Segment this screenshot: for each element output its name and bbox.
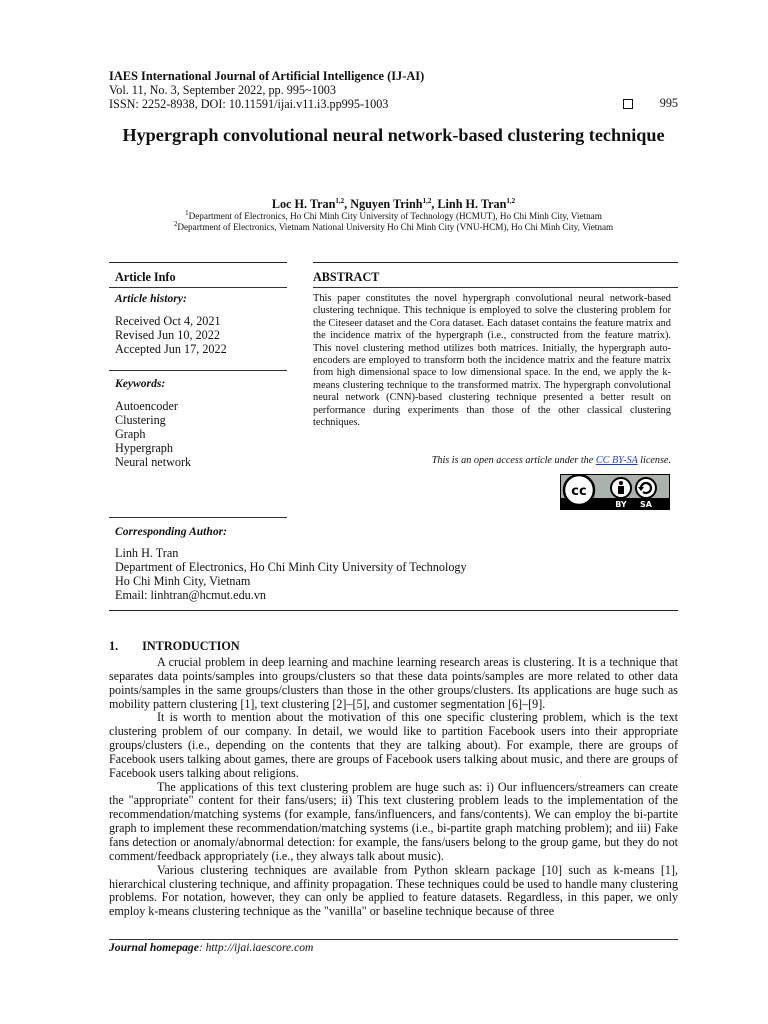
issn-doi: ISSN: 2252-8938, DOI: 10.11591/ijai.v11.i3.pp995-1003 [109, 97, 389, 111]
keyword-item: Hypergraph [115, 441, 173, 455]
affil-sup: 2 [173, 219, 178, 228]
page-number: 995 [659, 96, 678, 110]
author-affil-sup: 1,2 [335, 196, 345, 205]
journal-name: IAES International Journal of Artificial Intelligence (IJ-AI) [109, 69, 425, 83]
author-separator: , [344, 197, 351, 211]
abstract-top-rule [313, 262, 678, 263]
body-paragraph: A crucial problem in deep learning and machine learning research areas is clustering. It is a technique that separates data points/samples into groups/clusters so that these data points/samples are more related to other data points/samples in the same groups/clusters than those in the other groups/clusters. Its applications are huge such as mobility pattern clustering [1], text clustering [2]–[5], and customer segmentation [6]–[9]. [109, 655, 678, 711]
history-heading: Article history: [115, 292, 187, 305]
body-paragraph: The applications of this text clustering problem are huge such as: i) Our influencers/streamers can create the "appropriate" content for their fans/users; ii) This text clustering problem leads to the implementation of the recommendation/matching systems (for example, fans/influencers, and fans/contents). We can employ the bi-partite graph to implement these recommendation/matching systems (i.e., bi-partite graph matching problem); and iii) Fake fans detection or anomaly/abnormal detection: for example, the fans/users belong to the group game, but they do not comment/feedback appropriately (i.e., they always talk about music). [109, 779, 678, 863]
author-name: Linh H. Tran [437, 197, 507, 211]
by-icon-head [619, 481, 623, 485]
open-access-note [313, 455, 671, 466]
cc-icon-glyph: cc [571, 484, 587, 499]
section-number: 1. [109, 639, 119, 653]
corresponding-department: Department of Electronics, Ho Chi Minh City University of Technology [115, 560, 467, 574]
license-link[interactable]: CC BY-SA [595, 455, 638, 466]
abstract-heading: ABSTRACT [313, 270, 380, 284]
author-name: Loc H. Tran [271, 197, 336, 211]
volume-info: Vol. 11, No. 3, September 2022, pp. 995~1003 [109, 83, 336, 97]
footer-rule [109, 939, 678, 940]
corresponding-top-rule [109, 517, 287, 518]
author-list [109, 197, 678, 212]
corresponding-email[interactable]: Email: linhtran@hcmut.edu.vn [115, 588, 267, 602]
author-separator: , [431, 197, 438, 211]
history-revised: Revised Jun 10, 2022 [115, 328, 220, 342]
keywords-divider [109, 370, 287, 371]
history-accepted: Accepted Jun 17, 2022 [115, 342, 227, 356]
by-icon-body [618, 486, 624, 494]
article-info-divider [109, 287, 287, 288]
affiliation-1 [109, 208, 678, 222]
author-name: Nguyen Trinh [350, 197, 423, 211]
footer-url[interactable]: : http://ijai.iaescore.com [198, 941, 314, 954]
corresponding-heading: Corresponding Author: [115, 525, 228, 538]
open-access-prefix: This is an open access article under the [431, 455, 596, 466]
section-heading-introduction [109, 639, 240, 654]
footer-label: Journal homepage [109, 941, 199, 954]
affil-text: Department of Electronics, Ho Chi Minh City University of Technology (HCMUT), Ho Chi Minh City, Vietnam [188, 211, 602, 221]
keyword-item: Graph [115, 427, 146, 441]
abstract-text [313, 293, 671, 429]
keyword-item: Neural network [115, 455, 192, 469]
introduction-body [109, 656, 678, 919]
body-paragraph: Various clustering techniques are available from Python sklearn package [10] such as k-means [1], hierarchical clustering technique, and affinity propagation. These techniques could be used to handle many clustering problems. For notation, however, they can only be applied to feature datasets. Regardless, in this paper, we only employ k-means clustering technique as the "vanilla" or baseline technique because of three [109, 862, 678, 919]
author-affil-sup: 1,2 [422, 196, 432, 205]
abstract-paragraph: This paper constitutes the novel hypergraph convolutional neural network-based clustering technique. This technique is employed to solve the clustering problem for the Citeseer dataset and the Cora dataset. Each dataset contains the feature matrix and the incidence matrix of the hypergraph (i.e., constructed from the feature matrix). This novel clustering method utilizes both matrices. Initially, the hypergraph auto-encoders are employed to transform both the incidence matrix and the feature matrix from high dimensional space to low dimensional space. In the end, we apply the k-means clustering technique to the transformed matrix. The hypergraph convolutional neural network (CNN)-based clustering technique presented a better result on performance during experiments than those of the other classical clustering techniques. [313, 293, 671, 429]
badge-sa-label: SA [640, 500, 652, 509]
affil-sup: 1 [185, 208, 189, 217]
article-info-top-rule [109, 262, 287, 263]
body-paragraph: It is worth to mention about the motivation of this one specific clustering problem, which is the text clustering problem of our company. In detail, we would like to partition Facebook users into their appropriate groups/clusters (i.e., depending on the contents that they are talking about). For example, there are groups of Facebook users talking about games, there are groups of Facebook users talking about music, and there are groups of Facebook users talking about religions. [109, 710, 678, 780]
front-matter-bottom-rule [109, 610, 678, 611]
badge-by-label: BY [615, 500, 627, 509]
affil-text: Department of Electronics, Vietnam National University Ho Chi Minh City (VNU-HCM), Ho Chi Minh City, Vietnam [177, 222, 614, 232]
page-square-icon [623, 99, 633, 109]
journal-homepage [109, 941, 313, 954]
history-received: Received Oct 4, 2021 [115, 314, 221, 328]
cc-badge-graphic [561, 475, 669, 509]
corresponding-city: Ho Chi Minh City, Vietnam [115, 574, 251, 588]
article-info-heading: Article Info [115, 270, 176, 284]
paper-title: Hypergraph convolutional neural network-based clustering technique [122, 125, 665, 145]
section-title: INTRODUCTION [142, 639, 240, 653]
keyword-item: Autoencoder [115, 399, 178, 413]
corresponding-name: Linh H. Tran [115, 546, 179, 560]
keywords-heading: Keywords: [115, 377, 166, 390]
keyword-item: Clustering [115, 413, 166, 427]
cc-by-sa-badge[interactable] [560, 474, 670, 510]
open-access-suffix: license. [637, 455, 671, 466]
affiliation-2 [109, 219, 678, 233]
author-affil-sup: 1,2 [506, 196, 516, 205]
abstract-divider [313, 287, 678, 288]
